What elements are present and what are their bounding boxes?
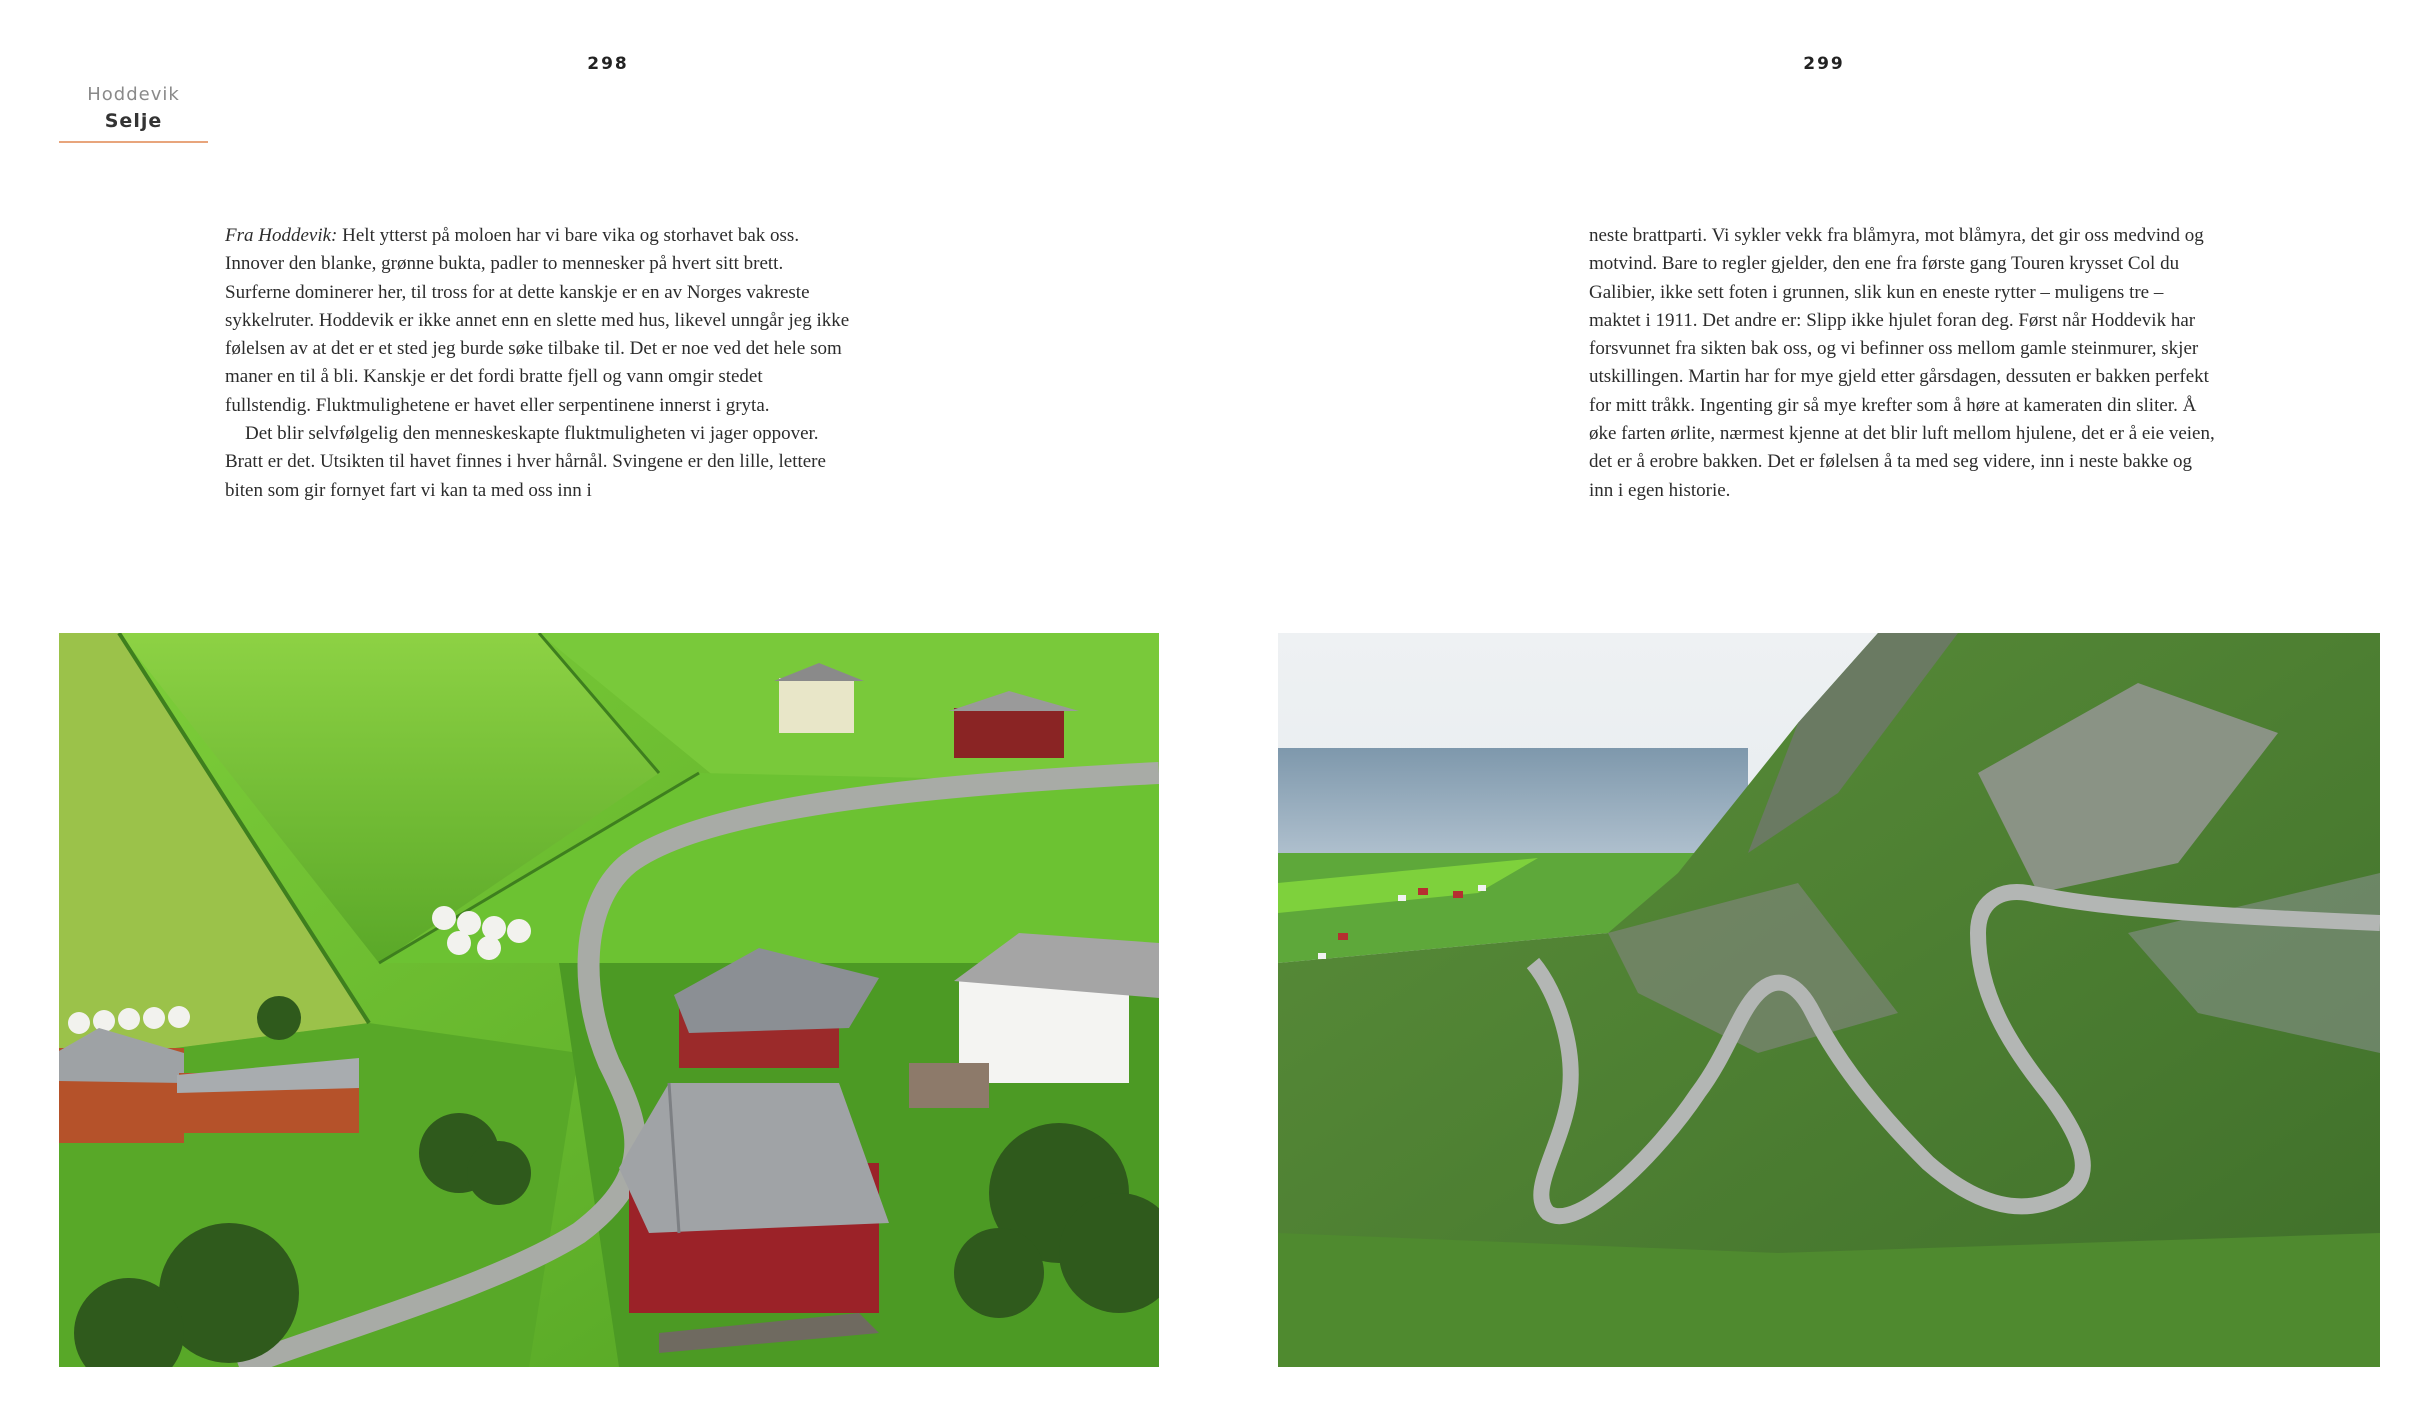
page-number-left: 298 [587,54,629,74]
page-number-right: 299 [1803,54,1845,74]
farmland-illustration [59,633,1159,1367]
lead-italic: Fra Hoddevik: [225,225,338,246]
chapter-region: Selje [104,110,163,132]
photo-farmland [59,633,1159,1367]
paragraph-2: Det blir selvfølgelig den menneskeskapte fluktmuligheten vi jager oppover. Bratt er det. Utsikten til havet finnes i hver hårnål. Svingene er den lille, lettere biten som gir fornyet fart vi kan ta med oss inn i [225,423,826,501]
body-text-right [1589,222,2219,505]
paragraph-3: neste brattparti. Vi sykler vekk fra blåmyra, mot blåmyra, det gir oss medvind og motvind. Bare to regler gjelder, den ene fra første gang Touren krysset Col du Galibier, ikke sett foten i grunnen, slik kun en eneste rytter – muligens tre – maktet i 1911. Det andre er: Slipp ikke hjulet foran deg. Først når Hoddevik har forsvunnet fra sikten bak oss, og vi befinner oss mellom gamle steinmurer, skjer utskillingen. Martin har for mye gjeld etter gårsdagen, dessuten er bakken perfekt for mitt tråkk. Ingenting gir så mye krefter som å høre at kameraten din sliter. Å øke farten ørlite, nærmest kjenne at det blir luft mellom hjulene, det er å eie veien, det er å erobre bakken. Det er følelsen å ta med seg videre, inn i neste bakke og inn i egen historie. [1589,225,2215,501]
serpentine-illustration [1278,633,2380,1367]
chapter-label [59,82,208,134]
chapter-rule [59,141,208,143]
photo-serpentine-road [1278,633,2380,1367]
paragraph-1-text: Helt ytterst på moloen har vi bare vika og storhavet bak oss. Innover den blanke, grønne bukta, padler to mennesker på hvert sitt brett. Surferne dominerer her, til tross for at dette kanskje er en av Norges vakreste sykkelruter. Hoddevik er ikke annet enn en slette med hus, likevel unngår jeg ikke følelsen av at det er et sted jeg burde søke tilbake til. Det er noe ved det hele som maner en til å bli. Kanskje er det fordi bratte fjell og vann omgir stedet fullstendig. Fluktmulighetene er havet eller serpentinene innerst i gryta. [225,225,850,416]
body-text-left [225,222,850,505]
chapter-place: Hoddevik [87,84,180,105]
paragraph-1 [225,222,850,420]
